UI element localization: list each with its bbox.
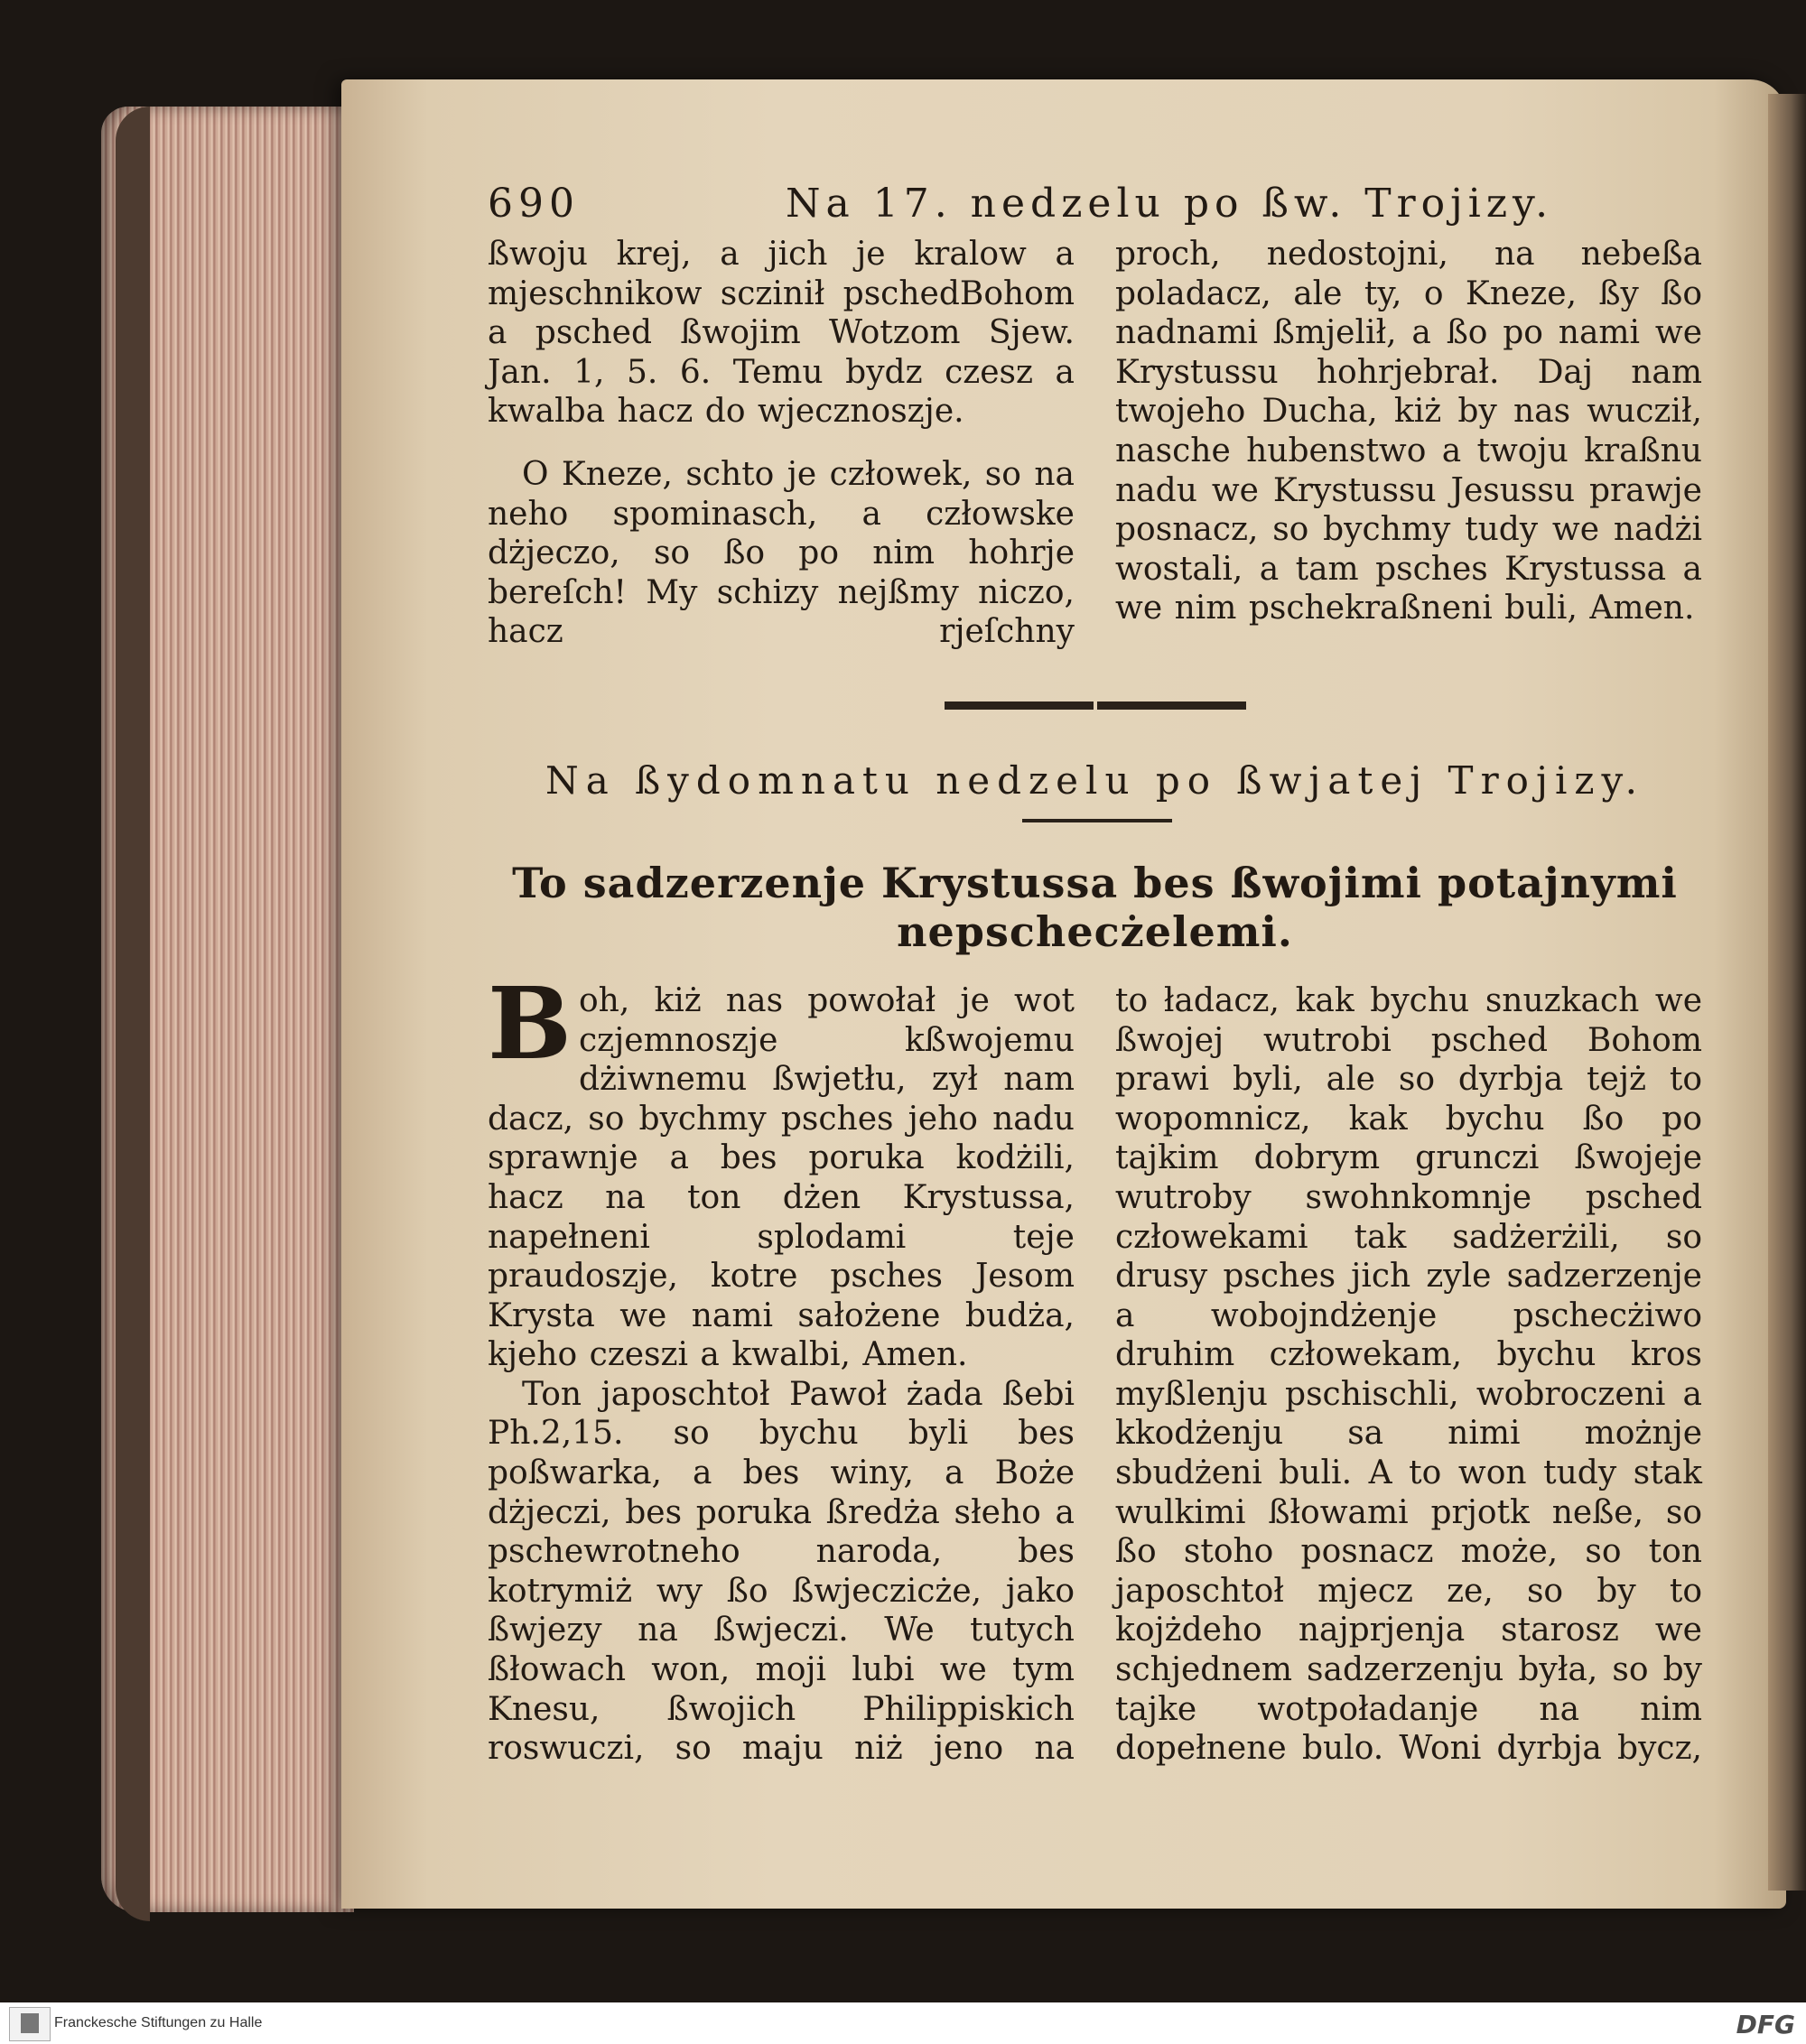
paragraph: to ładacz, kak bychu snuzkach we ßwojej wutrobi psched Bohom prawi byli, ale so dyrbja tejż to wopomnicz, kak bychu ßo po tajkim dobrym grunczi ßwojeje wutroby swohnkomnje psched człowekami tak sadżerżili, so drusy psches jich zyle sadzerzenje a wobojndżenje pschecżiwo druhim człowekam, bychu kros myßlenju pschischli, wobroczeni a kkodżenju sa nimi możnje sbudżeni buli. A to won tudy stak wulkimi ßłowami prjotk neße, so ßo stoho posnacz może, so ton japoschtoł mjecz ze, so by to kojżdeho najprjenja starosz we schjednem sadzerzenju była, so by tajke wotpoładanje na nim dopełnene bulo. Woni dyrbja bycz, [1115,981,1702,1768]
section-title: Na ßydomnatu nedzelu po ßwjatej Trojizy. [545,757,1645,803]
dfg-logo: DFG [1736,2010,1795,2039]
section-subtitle: To sadzerzenje Krystussa bes ßwojimi potajnymi nepschecżelemi. [512,858,1678,956]
top-left-column [488,235,1075,652]
main-left-column [488,964,1075,1769]
paragraph: ßwoju krej, a jich je kralow a mjeschnikow sczinił pschedBohom a psched ßwojim Wotzom Sjew. Jan. 1, 5. 6. Temu bydz czesz a kwalba hacz do wjecznoszje. [488,236,1075,431]
running-title: Na 17. nedzelu po ßw. Trojizy. [786,181,1554,227]
main-right-column [1115,981,1702,1769]
paragraph-text: oh, kiż nas powołał je wot czjemnoszje kßwojemu dżiwnemu ßwjetłu, zył nam dacz, so bychmy psches jeho nadu sprawnje a bes poruka kodżili, hacz na ton dżen Krystussa, napełneni splodami teje praudoszje, kotre psches Jesom Krysta we nami sałożene budża, kjeho czeszi a kwalbi, Amen. [488,981,1075,1374]
title-rule [488,803,1702,839]
institution-logo-icon [9,2007,51,2041]
book-cover-edge [116,107,150,1921]
top-columns [488,235,1702,652]
page-number: 690 [488,181,580,227]
paragraph: proch, nedostojni, na nebeßa poladacz, ale ty, o Kneze, ßy ßo nadnami ßmjelił, a ßo po nami we Krystussu hohrjebrał. Daj nam twojeho Ducha, kiż by nas wucził, nasche hubenstwo a twoju kraßnu nadu we Krystussu Jesussu prawje posnacz, so bychmy tudy we nadżi wostali, a tam psches Krystussa a we nim pschekraßneni buli, Amen. [1115,236,1702,627]
paragraph: Ton japoschtoł Pawoł żada ßebi Ph.2,15. so bychu byli bes poßwarka, a bes winy, a Boże dżjeczi, bes poruka ßredża słeho a pschewrotneho naroda, bes kotrymiż wy ßo ßwjeczicże, jako ßwjezy na ßwjeczi. We tutych ßłowach won, moji lubi we tym Knesu, ßwojich Philippiskich roswuczi, so maju niż jeno na [488,1375,1075,1768]
paragraph: O Kneze, schto je człowek, so na neho spominasch, a człowske dżjeczo, so ßo po nim hohrje bereſch! My schizy nejßmy niczo, hacz rjeſchny [488,455,1075,651]
running-head [488,181,1702,235]
top-right-column [1115,235,1702,652]
paragraph [488,964,1075,1375]
rule-segment [1097,701,1246,710]
rule-segment [945,701,1094,710]
page-gutter [1768,94,1806,1891]
page-text [488,181,1702,1769]
institution-name: Franckesche Stiftungen zu Halle [54,2015,263,2030]
double-rule [488,652,1702,733]
rule-segment [1022,819,1172,822]
main-columns [488,964,1702,1769]
viewer-footer [0,2002,1806,2044]
drop-cap: B [488,964,572,1082]
